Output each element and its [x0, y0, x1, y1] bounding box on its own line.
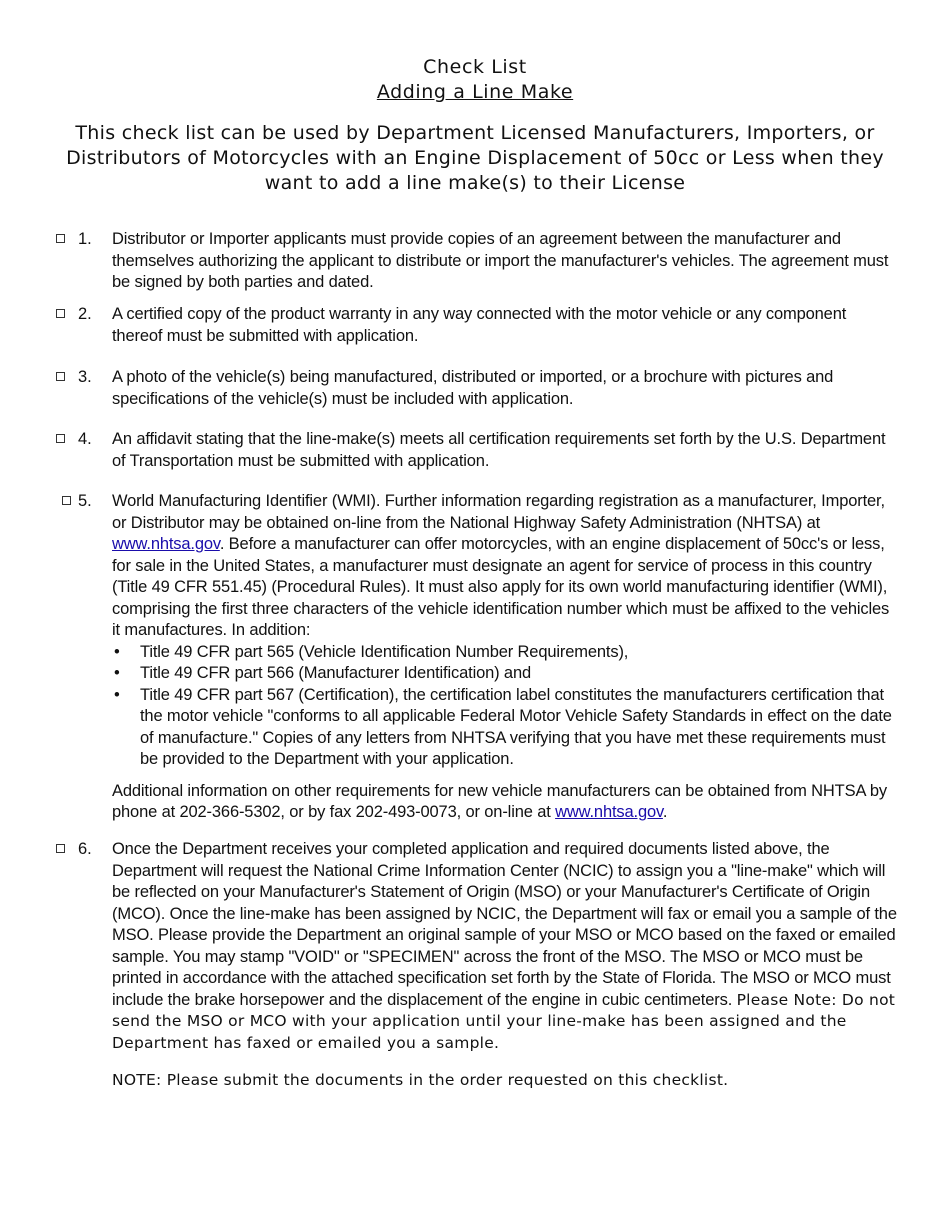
item-text [112, 839, 897, 1054]
item-number: 2. [78, 305, 92, 323]
please-note-text: Please Note: Do not send the MSO or MCO with your application until your line-make has been assigned and the Department has faxed or emailed you a sample. [112, 990, 896, 1052]
item-number: 3. [78, 368, 92, 386]
item-number: 4. [78, 430, 92, 448]
item-6-text: Once the Department receives your completed application and required documents listed above, the Department will request the National Crime Information Center (NCIC) to assign you a "line-make" which will be reflected on your Manufacturer's Statement of Origin (MSO) or your Manufacturer's Certificate of Origin (MCO). Once the line-make has been assigned by NCIC, the Department will fax or email you a sample of the MSO. Please provide the Department an original sample of your MSO or MCO based on the faxed or emailed sample. You may stamp "VOID" or "SPECIMEN" across the front of the MSO. The MSO or MCO must be printed in accordance with the attached specification set forth by the State of Florida. The MSO or MCO must include the brake horsepower and the displacement of the engine in cubic centimeters. [112, 840, 897, 1009]
list-item: • Title 49 CFR part 566 (Manufacturer Identification) and [112, 663, 897, 685]
checkbox-icon[interactable] [62, 496, 71, 505]
additional-end: . [662, 803, 668, 821]
checkbox-icon[interactable] [56, 309, 65, 318]
item-text: Distributor or Importer applicants must provide copies of an agreement between the manufacturer and themselves authorizing the applicant to distribute or import the manufacturer's vehicles. The agreement must be signed by both parties and dated. [112, 230, 889, 291]
wmi-text-part-2: . Before a manufacturer can offer motorcycles, with an engine displacement of 50cc's or less, for sale in the United States, a manufacturer must designate an agent for service of process in this country (Title 49 CFR 551.45) (Procedural Rules). It must also apply for its own world manufacturing identifier (WMI), comprising the first three characters of the vehicle identification number which must be affixed to the vehicles it manufactures. In addition: [112, 535, 890, 639]
item-text [112, 491, 897, 824]
item-text: A certified copy of the product warranty in any way connected with the motor vehicle or any component thereof must be submitted with application. [112, 305, 847, 345]
item-number: 5. [78, 492, 92, 510]
item-text: An affidavit stating that the line-make(s) meets all certification requirements set forth by the U.S. Department of Transportation must be submitted with application. [112, 430, 886, 470]
list-item: • Title 49 CFR part 565 (Vehicle Identification Number Requirements), [112, 642, 897, 664]
additional-info [112, 781, 897, 824]
checkbox-icon[interactable] [56, 234, 65, 243]
item-number: 6. [78, 840, 92, 858]
checkbox-icon[interactable] [56, 372, 65, 381]
item-number: 1. [78, 230, 92, 248]
additional-text: Additional information on other requirements for new vehicle manufacturers can be obtained from NHTSA by phone at 202-366-5302, or by fax 202-493-0073, or on-line at [112, 781, 887, 821]
wmi-paragraph [112, 491, 897, 642]
checkbox-icon[interactable] [56, 434, 65, 443]
intro-paragraph: This check list can be used by Department Licensed Manufacturers, Importers, or Distributors of Motorcycles with an Engine Displacement of 50cc or Less when they want to add a line make(s) to their License [66, 122, 884, 194]
page-title: Check List [423, 56, 527, 78]
page-subtitle: Adding a Line Make [376, 81, 574, 103]
checkbox-icon[interactable] [56, 844, 65, 853]
footer-note: NOTE: Please submit the documents in the order requested on this checklist. [112, 1071, 729, 1089]
nhtsa-link[interactable]: www.nhtsa.gov [112, 535, 220, 553]
list-item: • Title 49 CFR part 567 (Certification), the certification label constitutes the manufacturers certification that the motor vehicle "conforms to all applicable Federal Motor Vehicle Safety Standards in effect on the date of manufacture." Copies of any letters from NHTSA verifying that you have met these requirements must be provided to the Department with your application. [112, 685, 897, 771]
wmi-text-part-1: World Manufacturing Identifier (WMI). Further information regarding registration as a manufacturer, Importer, or Distributor may be obtained on-line from the National Highway Safety Administration (NHTSA) at [112, 492, 885, 532]
nhtsa-link-2[interactable]: www.nhtsa.gov [555, 803, 663, 821]
requirements-list [112, 642, 897, 771]
item-text: A photo of the vehicle(s) being manufactured, distributed or imported, or a brochure with pictures and specifications of the vehicle(s) must be included with application. [112, 368, 834, 408]
